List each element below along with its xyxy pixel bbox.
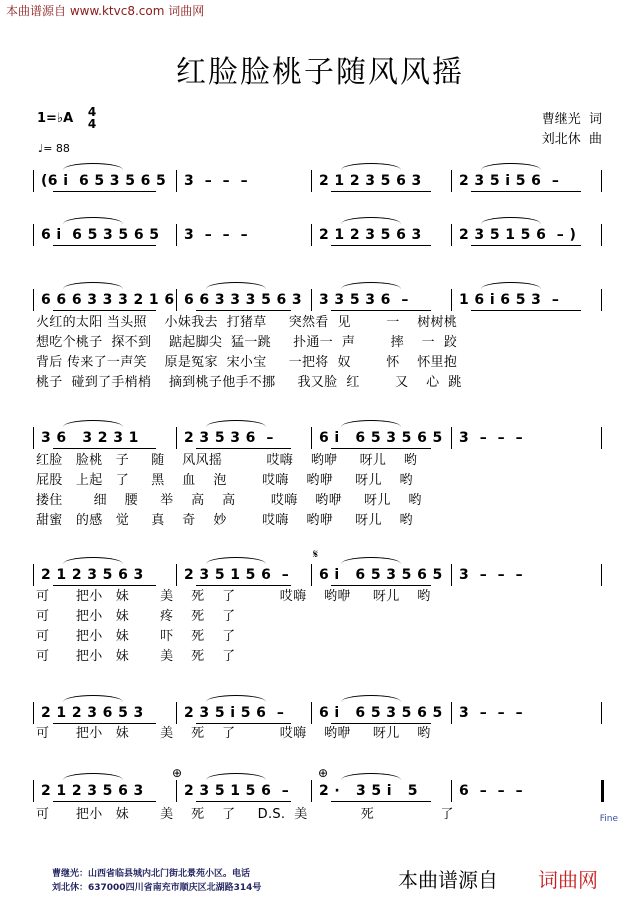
measure: 3 – – – [184,227,248,243]
tempo-mark: ♩= 88 [38,142,70,155]
bar-line [451,170,452,192]
lyric-line: 甜蜜 的感 觉 真 奇 妙 哎嗨 哟咿 呀儿 哟 [36,513,413,528]
slur-mark [63,282,123,289]
key-signature: 1=♭A [37,111,74,126]
slur-mark [63,420,123,427]
lyric-line: 火红的太阳 当头照 小妹我去 打猪草 突然看 见 一 树树桃 [36,315,458,330]
brand-left: 本曲谱源自 [398,868,498,892]
slur-mark [341,282,401,289]
fine-mark: Fine [599,814,618,824]
lyric-line: 可 把小 妹 吓 死 了 [36,629,236,644]
measure: 3 – – – [459,567,523,583]
score-system [33,702,605,724]
measure: 6 6 3 3 3 5 6 3 [184,292,303,308]
watermark: 本曲谱源自 www.ktvc8.com 词曲网 [6,4,205,18]
measure: 2 1 2 3 5 6 3 [319,227,422,243]
bar-line [451,289,452,311]
bar-line [33,564,34,586]
lyric-line: 可 把小 妹 疼 死 了 [36,609,236,624]
bar-line [176,224,177,246]
slur-mark [481,282,541,289]
bar-line [601,702,602,724]
lyric-line: 可 把小 妹 美 死 了 [36,649,236,664]
measure: 6 i 6 5 3 5 6 5 [319,567,443,583]
measure: 2 3 5 1 5 6 – [184,783,290,799]
bar-line [33,289,34,311]
measure: 2 1 2 3 5 6 3 [41,567,144,583]
bar-line [601,427,602,449]
measure: 6 i 6 5 3 5 6 5 [319,705,443,721]
bar-line [33,427,34,449]
score-system [33,564,605,586]
lyric-line: 屁股 上起 了 黑 血 泡 哎嗨 哟咿 呀儿 哟 [36,473,413,488]
slur-mark [63,217,123,224]
measure: 2 1 2 3 5 6 3 [41,783,144,799]
bar-line [33,170,34,192]
slur-mark [206,282,266,289]
lyric-line: 可 把小 妹 美 死 了 D.S. 美 死 了 [36,807,454,822]
bar-line [451,780,452,802]
slur-mark [341,695,401,702]
beam-line [53,448,156,449]
bar-line [311,702,312,724]
slur-mark [341,420,401,427]
score-system [33,289,605,311]
beam-line [331,585,431,586]
bar-line [601,780,604,802]
bar-line [176,564,177,586]
slur-mark [206,420,266,427]
slur-mark [206,557,266,564]
beam-line [53,585,156,586]
measure: 1 6 i 6 5 3 – [459,292,560,308]
measure: 2 3 5 1 5 6 – [184,567,290,583]
bar-line [176,427,177,449]
bar-line [601,224,602,246]
beam-line [331,245,431,246]
slur-mark [341,773,401,780]
beam-line [331,310,431,311]
beam-line [471,191,581,192]
measure: 6 i 6 5 3 5 6 5 [319,430,443,446]
beam-line [196,585,291,586]
song-title: 红脸脸桃子随风风摇 [176,55,464,90]
time-bottom: 4 [87,117,97,131]
measure: 3 – – – [459,430,523,446]
beam-line [196,801,291,802]
beam-line [53,245,156,246]
bar-line [311,289,312,311]
bar-line [601,289,602,311]
measure: 2 3 5 i 5 6 – [184,705,285,721]
footer-line-1: 曹继光：山西省临县城内北门街北景苑小区。电话 [52,869,251,879]
measure: 3 – – – [459,705,523,721]
bar-line [451,702,452,724]
bar-line [601,564,602,586]
beam-line [471,310,581,311]
bar-line [311,170,312,192]
time-signature [86,106,98,130]
bar-line [176,170,177,192]
beam-line [196,310,291,311]
measure: 6 – – – [459,783,523,799]
bar-line [311,780,312,802]
bar-line [311,564,312,586]
measure: 2 3 5 i 5 6 – [459,173,560,189]
bar-line [33,702,34,724]
footer-line-2: 刘北休：637000四川省南充市顺庆区北湖路314号 [52,883,262,893]
beam-line [331,723,431,724]
bar-line [176,289,177,311]
measure: 3 – – – [184,173,248,189]
coda-icon: ⊕ [172,766,183,780]
brand-right: 词曲网 [538,868,598,892]
measure: 2 · 3 5 i 5 [319,783,418,799]
slur-mark [481,217,541,224]
measure: 6 i 6 5 3 5 6 5 [41,227,160,243]
slur-mark [481,163,541,170]
beam-line [331,801,431,802]
slur-mark [341,163,401,170]
measure: 2 3 5 3 6 – [184,430,274,446]
bar-line [176,702,177,724]
lyric-line: 可 把小 妹 美 死 了 哎嗨 哟咿 呀儿 哟 [36,726,431,741]
lyricist-credit: 曹继光 词 [541,112,602,127]
score-system [33,427,605,449]
measure: (6 i 6 5 3 5 6 5 [41,173,167,189]
beam-line [196,723,291,724]
coda-icon: ⊕ [318,766,329,780]
measure: 2 1 2 3 5 6 3 [319,173,422,189]
beam-line [53,310,156,311]
beam-line [53,723,156,724]
beam-line [196,448,291,449]
slur-mark [341,557,401,564]
lyric-line: 桃子 碰到了手梢梢 摘到桃子他手不挪 我又脸 红 又 心 跳 [36,375,462,390]
lyric-line: 搂住 细 腰 举 高 高 哎嗨 哟咿 呀儿 哟 [36,493,422,508]
slur-mark [341,217,401,224]
composer-credit: 刘北休 曲 [541,132,602,147]
lyric-line: 可 把小 妹 美 死 了 哎嗨 哟咿 呀儿 哟 [36,589,431,604]
bar-line [33,780,34,802]
bar-line [311,427,312,449]
bar-line [451,224,452,246]
beam-line [53,801,156,802]
beam-line [53,191,156,192]
slur-mark [206,773,266,780]
slur-mark [63,163,123,170]
lyric-line: 想吃个桃子 探不到 踮起脚尖 猛一跳 扑通一 声 摔 一 跤 [36,335,458,350]
score-system [33,780,605,802]
score-system [33,170,605,192]
beam-line [331,448,431,449]
measure: 3 3 5 3 6 – [319,292,409,308]
bar-line [311,224,312,246]
bar-line [601,170,602,192]
bar-line [33,224,34,246]
lyric-line: 红脸 脸桃 子 随 风风摇 哎嗨 哟咿 呀儿 哟 [36,453,418,468]
slur-mark [63,695,123,702]
measure: 3 6 3 2 3 1 [41,430,139,446]
lyric-line: 背后 传来了一声笑 原是冤家 宋小宝 一把将 奴 怀 怀里抱 [36,355,458,370]
measure: 2 3 5 1 5 6 – ) [459,227,577,243]
slur-mark [63,557,123,564]
score-system [33,224,605,246]
bar-line [451,564,452,586]
bar-line [451,427,452,449]
time-top: 4 [87,105,97,119]
slur-mark [63,773,123,780]
beam-line [331,191,431,192]
segno-icon: 𝄋 [313,547,319,561]
slur-mark [206,695,266,702]
beam-line [471,245,581,246]
measure: 6 6 6 3 3 3 2 1 6 [41,292,175,308]
measure: 2 1 2 3 6 5 3 [41,705,144,721]
bar-line [176,780,177,802]
